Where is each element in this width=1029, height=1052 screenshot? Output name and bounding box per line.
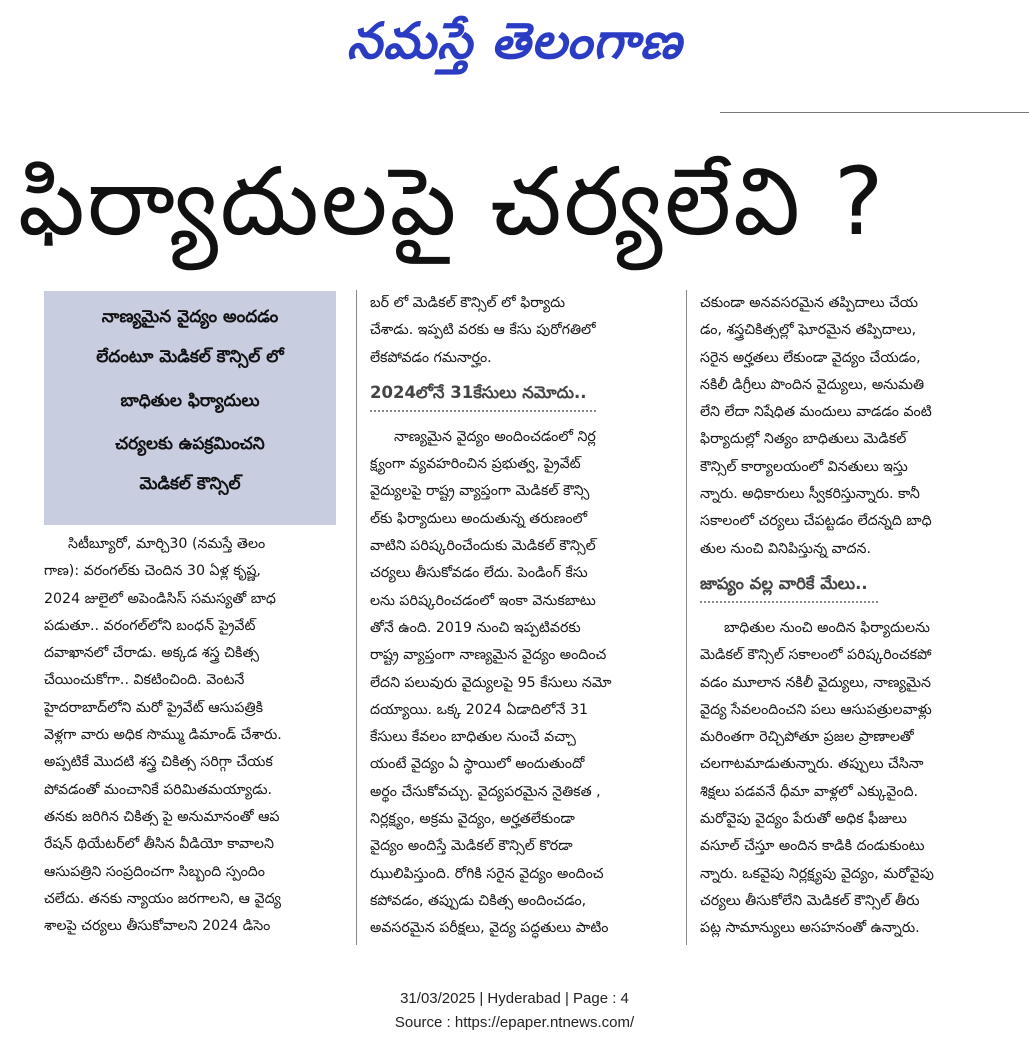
summary-line: నాణ్యమైన వైద్యం అందడం <box>101 307 279 327</box>
text-line: దయ్యాయి. ఒక్క 2024 ఏడాదిలోనే 31 <box>370 701 589 718</box>
text-line: చేశాడు. ఇప్పటి వరకు ఆ కేసు పురోగతిలో <box>370 322 596 339</box>
text-line: నకిలీ డిగ్రీలు పొందిన వైద్యులు, అనుమతి <box>700 376 925 393</box>
text-line: హైదరాబాద్‌లోని మరో ప్రైవేట్ ఆసుపత్రికి <box>44 699 263 716</box>
text-line: ఫిర్యాదుల్లో నిత్యం బాధితులు మెడికల్ <box>700 431 907 448</box>
text-line: లను పరిష్కరించడంలో ఇంకా వెనుకబాటు <box>370 592 596 609</box>
text-line: చర్యలు తీసుకోలేని మెడికల్ కౌన్సిల్ తీరు <box>700 892 920 909</box>
text-line: పోవడంతో మంచానికే పరిమితమయ్యాడు. <box>44 781 272 798</box>
text-line: చర్యలు తీసుకోవడం లేదు. పెండింగ్ కేసు <box>370 565 588 582</box>
newspaper-logo: నమస్తే తెలంగాణ <box>346 12 683 70</box>
text-line: అవసరమైన పరీక్షలు, వైద్య పద్ధతులు పాటిం <box>370 920 609 937</box>
text-line: మెడికల్ కౌన్సిల్ సకాలంలో పరిష్కరించకపో <box>700 647 932 664</box>
text-line: లేని లేదా నిషేధిత మందులు వాడడం వంటి <box>700 404 932 421</box>
article-column-2 <box>370 290 675 943</box>
text-line: వైద్యులపై రాష్ట్ర వ్యాప్తంగా మెడికల్ కౌన్సి <box>370 483 590 500</box>
text-line: పట్ల సామాన్యులు అసహనంతో ఉన్నారు. <box>700 920 920 937</box>
footer-source-line: Source : https://epaper.ntnews.com/ <box>394 1014 635 1031</box>
summary-line: లేదంటూ మెడికల్ కౌన్సిల్ లో <box>96 347 284 367</box>
text-line: కౌన్సిల్ కార్యాలయంలో వినతులు ఇస్తు <box>700 458 908 475</box>
text-line: శిక్షలు పడవనే ధీమా వాళ్లలో ఎక్కువైంది. <box>700 783 919 800</box>
text-line: నిర్లక్ష్యం, అక్రమ వైద్యం, అర్హతలేకుండా <box>370 811 575 828</box>
text-line: తుల నుంచి వినిపిస్తున్న వాదన. <box>700 540 871 557</box>
text-line: క్ష్యంగా వ్యవహరించిన ప్రభుత్వ, ప్రైవేట్ <box>370 456 581 473</box>
text-line: చకుండా అనవసరమైన తప్పిదాలు చేయ <box>700 295 919 311</box>
text-line: వసూల్ చేస్తూ అందిన కాడికి దండుకుంటు <box>700 838 925 855</box>
summary-line: మెడికల్ కౌన్సిల్ <box>139 474 241 494</box>
text-line: అప్పటికే మొదటి శస్త్ర చికిత్స సరిగ్గా చేయక <box>44 754 273 771</box>
text-line: సకాలంలో చర్యలు చేపట్టడం లేదన్నది బాధి <box>700 513 932 530</box>
text-line: ల్‌కు ఫిర్యాదులు అందుతున్న తరుణంలో <box>370 510 588 527</box>
text-line: ఝులిపిస్తుంది. రోగికి సరైన వైద్యం అందించ <box>370 865 604 882</box>
headline: ఫిర్యాదులపై చర్యలేవి ? <box>18 148 886 257</box>
text-line: చలేదు. తనకు న్యాయం జరగాలని, ఆ వైద్య <box>44 890 282 907</box>
text-line: గాణ): వరంగల్‌కు చెందిన 30 ఏళ్ల కృష్ణ, <box>44 563 261 580</box>
text-line: న్నారు. అధికారులు స్వీకరిస్తున్నారు. కానీ <box>700 486 920 503</box>
summary-box <box>44 291 336 525</box>
column-divider <box>356 290 357 945</box>
text-line: వైద్యం అందిస్తే మెడికల్ కౌన్సిల్ కొరడా <box>370 838 573 855</box>
summary-line: చర్యలకు ఉపక్రమించని <box>115 434 265 454</box>
text-line: లేదని పలువురు వైద్యులపై 95 కేసులు నమో <box>370 674 612 691</box>
text-line: వాటిని పరిష్కరించేందుకు మెడికల్ కౌన్సిల్ <box>370 538 596 555</box>
text-line: దవాఖానలో చేరాడు. అక్కడ శస్త్ర చికిత్స <box>44 645 259 662</box>
text-line: వడం మూలాన నకిలీ వైద్యులు, నాణ్యమైన <box>700 674 931 691</box>
text-line: లేకపోవడం గమనార్హం. <box>370 349 492 366</box>
text-line: శాలపై చర్యలు తీసుకోవాలని 2024 డిసెం <box>44 918 271 935</box>
text-line: సరైన అర్హతలు లేకుండా వైద్యం చేయడం, <box>700 349 921 366</box>
subheading: 2024లోనే 31కేసులు నమోదు.. <box>370 376 596 412</box>
text-line: చేయించుకోగా.. వికటించింది. వెంటనే <box>44 672 245 689</box>
text-line: తోనే ఉంది. 2019 నుంచి ఇప్పటివరకు <box>370 619 581 636</box>
text-line: చలగాటమాడుతున్నారు. తప్పులు చేసినా <box>700 756 924 773</box>
text-line: సిటీబ్యూరో, మార్చి30 (నమస్తే తెలం <box>68 536 266 552</box>
column-divider <box>686 290 687 945</box>
text-line: రాష్ట్ర వ్యాప్తంగా నాణ్యమైన వైద్యం అందించ <box>370 647 607 664</box>
text-line: 2024 జులైలో అపెండిసిస్ సమస్యతో బాధ <box>44 590 276 607</box>
masthead-rule <box>720 112 1029 113</box>
text-line: న్నారు. ఒకవైపు నిర్లక్ష్యపు వైద్యం, మరోవైపు <box>700 865 934 882</box>
subheading: జాప్యం వల్ల వారికే మేలు.. <box>700 567 878 603</box>
text-line: డం, శస్త్రచికిత్సల్లో ఘోరమైన తప్పిదాలు, <box>700 322 917 339</box>
text-line: ఆసుపత్రిని సంప్రదించగా సిబ్బంది స్పందిం <box>44 863 265 880</box>
masthead <box>0 6 1029 78</box>
text-line: నాణ్యమైన వైద్యం అందించడంలో నిర్ల <box>394 428 596 445</box>
footer-date-line: 31/03/2025 | Hyderabad | Page : 4 <box>400 990 629 1007</box>
text-line: యంటే వైద్యం ఏ స్థాయిలో అందుతుందో <box>370 756 585 773</box>
text-line: బాధితుల నుంచి అందిన ఫిర్యాదులను <box>724 619 930 636</box>
text-line: అర్థం చేసుకోవచ్చు. వైద్యపరమైన నైతికత , <box>370 783 601 800</box>
text-line: తనకు జరిగిన చికిత్స పై అనుమానంతో ఆప <box>44 808 280 825</box>
text-line: కపోవడం, తప్పుడు చికిత్స అందించడం, <box>370 892 587 909</box>
text-line: పడుతూ.. వరంగల్‌లోని బంధన్ ప్రైవేట్ <box>44 617 256 634</box>
text-line: వెళ్లగా వారు అధిక సొమ్ము డిమాండ్ చేశారు. <box>44 727 282 744</box>
text-line: బర్ లో మెడికల్ కౌన్సిల్ లో ఫిర్యాదు <box>370 295 566 311</box>
text-line: వైద్య సేవలందించని పలు ఆసుపత్రులవాళ్లు <box>700 701 932 718</box>
text-line: రేషన్ థియేటర్‌లో తీసిన వీడియో కావాలని <box>44 836 274 853</box>
article-column-3 <box>700 290 1015 943</box>
text-line: మరింతగా రెచ్చిపోతూ ప్రజల ప్రాణాలతో <box>700 729 914 746</box>
text-line: కేసులు కేవలం బాధితుల నుంచే వచ్చా <box>370 729 576 746</box>
summary-line: బాధితుల ఫిర్యాదులు <box>120 391 260 411</box>
article-column-1 <box>44 531 344 940</box>
text-line: మరోవైపు వైద్యం పేరుతో అధిక ఫీజులు <box>700 811 907 828</box>
